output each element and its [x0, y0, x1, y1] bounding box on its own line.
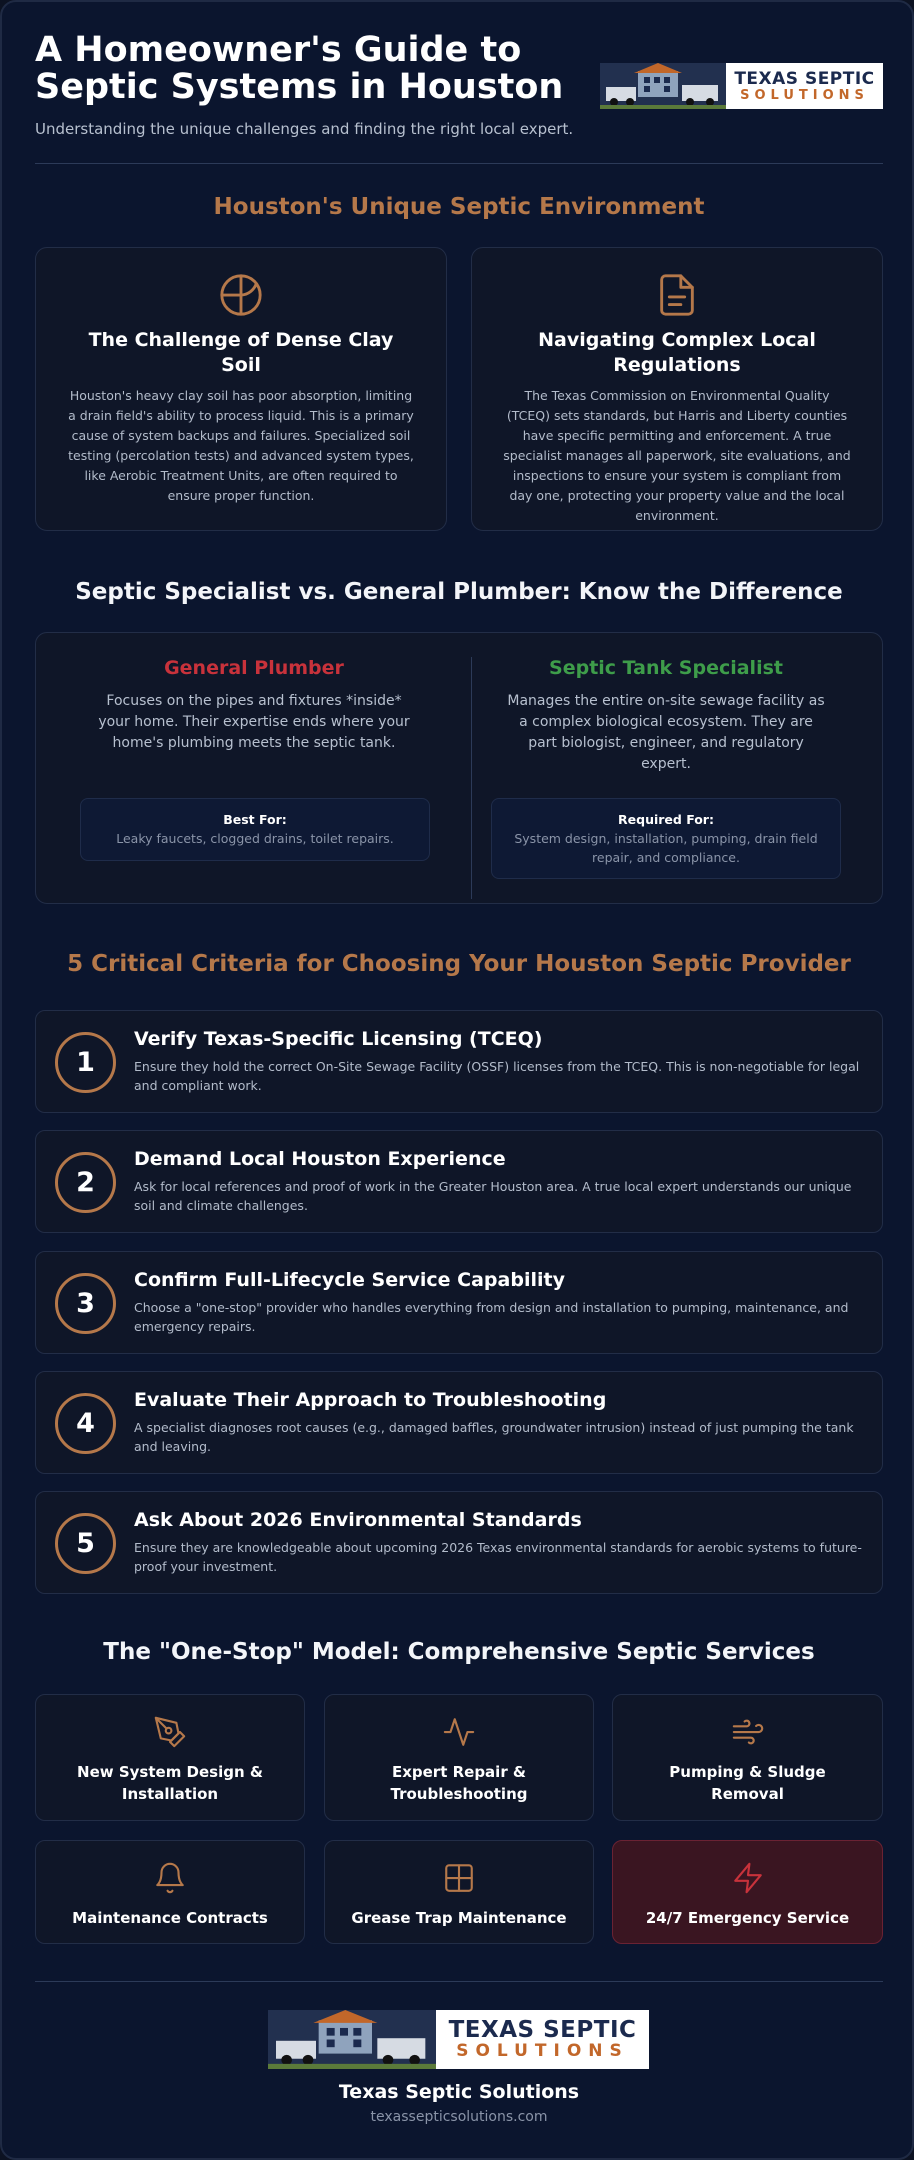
lightning-icon — [731, 1861, 765, 1895]
criteria-number: 4 — [55, 1393, 116, 1454]
criteria-item — [35, 1491, 883, 1594]
services-heading: The "One-Stop" Model: Comprehensive Septic Services — [103, 1639, 815, 1665]
criteria-number: 2 — [55, 1152, 116, 1213]
service-label: Maintenance Contracts — [72, 1909, 268, 1927]
wind-icon — [731, 1715, 765, 1749]
clay-soil-text: Houston's heavy clay soil has poor absorption, limiting a drain field's ability to process liquid. This is a primary cause of system backups and failures. Specialized soil testing (percolation tests) and advanced system types, like Aerobic Treatment Units, are often required to ensure proper function. — [68, 388, 414, 503]
criteria-text: Ask for local references and proof of work in the Greater Houston area. A true local expert understands our unique soil and climate challenges. — [134, 1179, 852, 1213]
criteria-number: 5 — [55, 1513, 116, 1574]
page-title: A Homeowner's Guide to Septic Systems in Houston — [35, 30, 564, 107]
criteria-title: Verify Texas-Specific Licensing (TCEQ) — [134, 1028, 543, 1050]
section-divider — [35, 163, 883, 164]
criteria-item — [35, 1251, 883, 1354]
criteria-title: Confirm Full-Lifecycle Service Capability — [134, 1269, 565, 1291]
service-label: Expert Repair & Troubleshooting — [390, 1763, 528, 1803]
regulations-text: The Texas Commission on Environmental Quality (TCEQ) sets standards, but Harris and Liberty counties have specific permitting and enforcement. A true specialist manages all paperwork, site evaluations, and inspections to ensure your system is compliant from day one, protecting your property value and the local environment. — [503, 388, 851, 523]
logo-wordmark: TEXAS SEPTIC SOLUTIONS — [734, 68, 875, 103]
criteria-number: 3 — [55, 1273, 116, 1334]
bell-icon — [153, 1861, 187, 1895]
criteria-number: 1 — [55, 1032, 116, 1093]
plumber-text: Focuses on the pipes and fixtures *inside* your home. Their expertise ends where your home's plumbing meets the septic tank. — [98, 693, 410, 751]
environment-heading: Houston's Unique Septic Environment — [213, 194, 705, 220]
brand-logo — [600, 63, 883, 109]
clay-soil-title: The Challenge of Dense Clay Soil — [88, 329, 394, 376]
comparison-card — [35, 632, 883, 904]
criteria-text: Ensure they hold the correct On-Site Sewage Facility (OSSF) licenses from the TCEQ. This is non-negotiable for legal and compliant work. — [134, 1059, 860, 1093]
criteria-heading: 5 Critical Criteria for Choosing Your Houston Septic Provider — [67, 951, 851, 977]
specialist-title: Septic Tank Specialist — [549, 657, 783, 679]
footer-website-link[interactable]: texassepticsolutions.com — [370, 2109, 548, 2125]
service-card-emergency — [612, 1840, 883, 1944]
criteria-item — [35, 1371, 883, 1474]
house-truck-illustration — [600, 63, 726, 109]
house-truck-illustration — [268, 2010, 436, 2069]
activity-icon — [442, 1715, 476, 1749]
criteria-text: Choose a "one-stop" provider who handles everything from design and installation to pumping, maintenance, and emergency repairs. — [134, 1300, 849, 1334]
criteria-item — [35, 1130, 883, 1233]
regulations-card — [471, 247, 883, 531]
service-card-design — [35, 1694, 305, 1821]
criteria-title: Ask About 2026 Environmental Standards — [134, 1509, 582, 1531]
specialist-required-for: Required For: System design, installation, pumping, drain field repair, and compliance. — [491, 798, 841, 879]
footer-logo — [268, 2010, 649, 2069]
service-label: 24/7 Emergency Service — [645, 1909, 850, 1927]
compass-icon — [218, 272, 264, 318]
criteria-text: A specialist diagnoses root causes (e.g., damaged baffles, groundwater intrusion) instead of just pumping the tank and leaving. — [134, 1420, 854, 1454]
plumber-column — [54, 633, 454, 903]
service-card-repair — [324, 1694, 594, 1821]
criteria-title: Demand Local Houston Experience — [134, 1148, 506, 1170]
service-card-pumping — [612, 1694, 883, 1821]
service-label: Grease Trap Maintenance — [351, 1909, 567, 1927]
logo-wordmark: TEXAS SEPTIC SOLUTIONS — [448, 2017, 637, 2061]
clay-soil-card — [35, 247, 447, 531]
service-card-grease-trap — [324, 1840, 594, 1944]
regulations-title: Navigating Complex Local Regulations — [538, 329, 816, 376]
footer-company-name: Texas Septic Solutions — [338, 2081, 580, 2103]
plumber-title: General Plumber — [164, 657, 344, 679]
specialist-text: Manages the entire on-site sewage facility as a complex biological ecosystem. They are part biologist, engineer, and regulatory expert. — [507, 693, 825, 772]
pen-tool-icon — [153, 1715, 187, 1749]
service-label: New System Design & Installation — [77, 1763, 263, 1803]
criteria-title: Evaluate Their Approach to Troubleshooting — [134, 1389, 607, 1411]
comparison-heading: Septic Specialist vs. General Plumber: Know the Difference — [75, 579, 843, 605]
service-card-maintenance — [35, 1840, 305, 1944]
criteria-text: Ensure they are knowledgeable about upcoming 2026 Texas environmental standards for aerobic systems to future-proof your investment. — [134, 1540, 862, 1574]
document-icon — [654, 272, 700, 318]
service-label: Pumping & Sludge Removal — [669, 1763, 826, 1803]
page-subtitle: Understanding the unique challenges and finding the right local expert. — [35, 120, 574, 138]
grid-icon — [442, 1861, 476, 1895]
plumber-best-for: Best For: Leaky faucets, clogged drains, toilet repairs. — [80, 798, 430, 861]
criteria-item — [35, 1010, 883, 1113]
header — [35, 32, 883, 162]
footer-divider — [35, 1981, 883, 1982]
